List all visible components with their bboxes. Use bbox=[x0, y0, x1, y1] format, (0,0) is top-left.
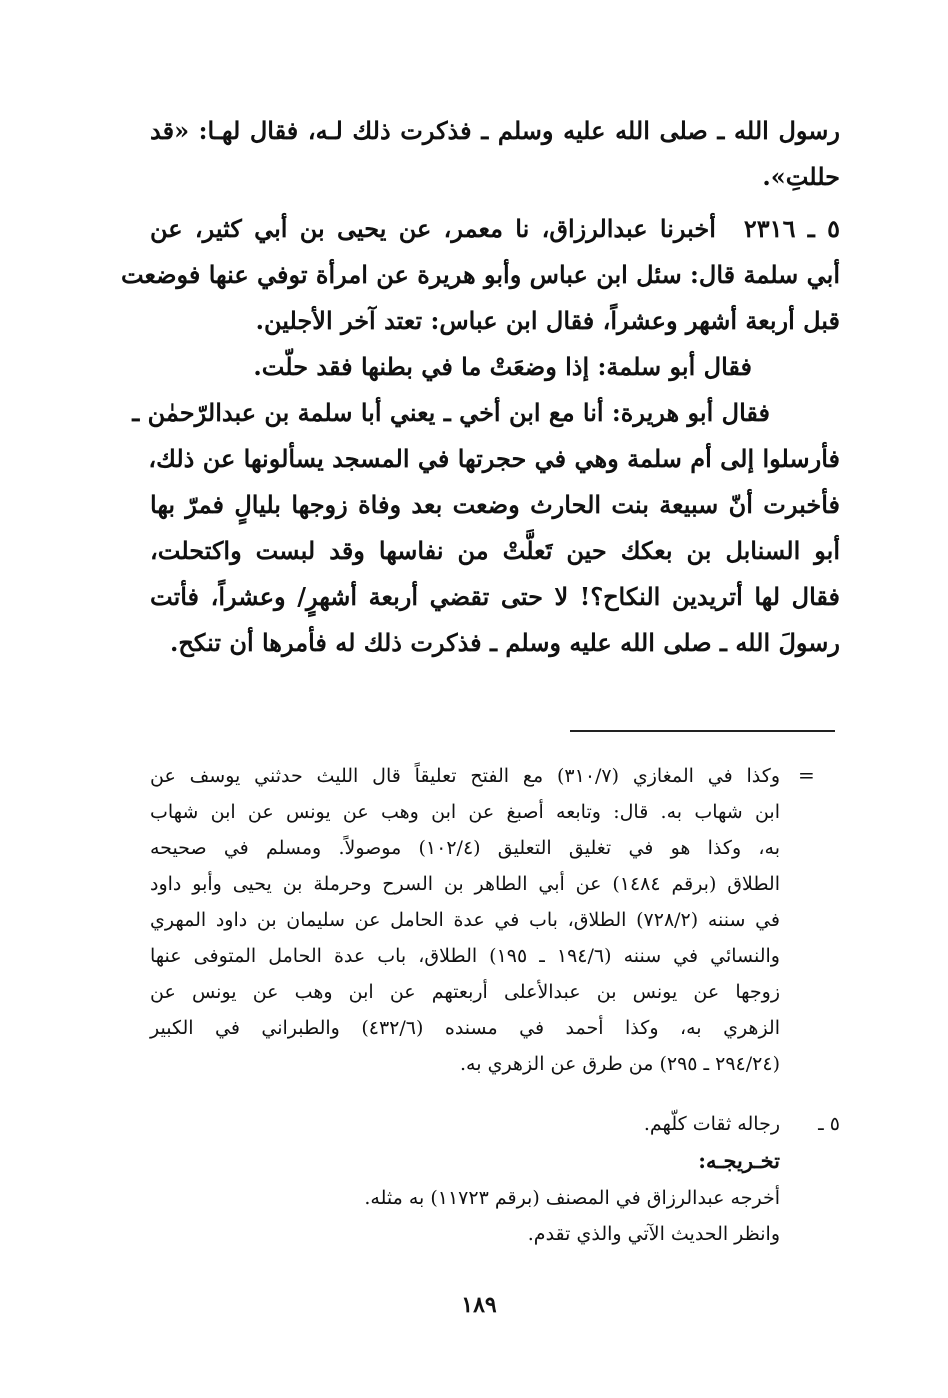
footnote-line: وكذا في المغازي (٣١٠/٧) مع الفتح تعليقاً قال الليث حدثني يوسف عن bbox=[150, 765, 780, 787]
takhrij-heading: تخـريجـه: bbox=[698, 1148, 780, 1173]
footnote-line: أخرجه عبدالرزاق في المصنف (برقم ١١٧٢٣) به مثله. bbox=[364, 1187, 780, 1209]
footnote-line: زوجها عن يونس بن عبدالأعلى أربعتهم عن ابن وهب عن يونس عن bbox=[150, 981, 780, 1003]
footnote-five-row bbox=[150, 1106, 840, 1142]
footnote-line: الزهري به، وكذا أحمد في مسنده (٤٣٢/٦) والطبراني في الكبير bbox=[150, 1017, 780, 1039]
footnote-line: والنسائي في سننه (١٩٤/٦ ـ ١٩٥) الطلاق، باب عدة الحامل المتوفى عنها bbox=[150, 945, 780, 967]
text-line: فقال أبو سلمة: إذا وضعَتْ ما في بطنها فقد حلّت. bbox=[253, 352, 752, 381]
footnote-continuation bbox=[150, 758, 780, 1082]
footnote-line: (٢٩٤/٢٤ ـ ٢٩٥) من طرق عن الزهري به. bbox=[460, 1053, 780, 1075]
footnote-separator bbox=[570, 730, 835, 732]
text-line: فأخبرت أنّ سبيعة بنت الحارث وضعت بعد وفاة زوجها بليالٍ فمرّ بها bbox=[150, 490, 840, 519]
footnote-five bbox=[150, 1106, 840, 1252]
footnote-line: ابن شهاب به. قال: وتابعه أصبغ عن ابن وهب عن يونس عن ابن شهاب bbox=[150, 801, 780, 823]
footnote-line: رجاله ثقات كلّهم. bbox=[643, 1113, 780, 1135]
text-line: فقال لها أتريدين النكاح؟! لا حتى تقضي أربعة أشهرٍ/ وعشراً، فأتت bbox=[150, 582, 840, 611]
footnote-line: به، وكذا هو في تغليق التعليق (١٠٢/٤) موصولاً. ومسلم في صحيحه bbox=[150, 837, 780, 859]
text-line: قبل أربعة أشهر وعشراً، فقال ابن عباس: تعتد آخر الأجلين. bbox=[255, 306, 840, 335]
text-line: حللتِ». bbox=[762, 162, 840, 191]
hadith-first-line bbox=[150, 206, 840, 252]
footnote-line: وانظر الحديث الآتي والذي تقدم. bbox=[527, 1223, 780, 1245]
footnote-number: ٥ ـ bbox=[818, 1113, 840, 1135]
page-number: ١٨٩ bbox=[461, 1292, 497, 1318]
text-line: رسول الله ـ صلى الله عليه وسلم ـ فذكرت ذلك لـه، فقال لهـا: «قد bbox=[150, 116, 840, 145]
text-line: فقال أبو هريرة: أنا مع ابن أخي ـ يعني أبا سلمة بن عبدالرّحمٰن ـ bbox=[132, 398, 770, 427]
footnote-line: في سننه (٧٢٨/٢) الطلاق، باب في عدة الحامل عن سليمان بن داود المهري bbox=[150, 909, 780, 931]
text-line: فأرسلوا إلى أم سلمة وهي في حجرتها في المسجد يسألونها عن ذلك، bbox=[148, 444, 840, 473]
text-line: رسولَ الله ـ صلى الله عليه وسلم ـ فذكرت ذلك له فأمرها أن تنكح. bbox=[169, 628, 840, 657]
text-line: أبو السنابل بن بعكك حين تَعلَّتْ من نفاسها وقد لبست واكتحلت، bbox=[150, 536, 840, 565]
footnote-line: الطلاق (برقم ١٤٨٤) عن أبي الطاهر بن السرح وحرملة بن يحيى وأبو داود bbox=[150, 873, 780, 895]
hadith-number: ٥ ـ ٢٣١٦ bbox=[743, 214, 840, 243]
text-line: أخبرنا عبدالرزاق، نا معمر، عن يحيى بن أبي كثير، عن bbox=[150, 214, 716, 243]
text-line: أبي سلمة قال: سئل ابن عباس وأبو هريرة عن امرأة توفي عنها فوضعت bbox=[120, 260, 840, 289]
main-text bbox=[120, 108, 840, 666]
footnote-continuation-marker: = bbox=[798, 763, 815, 787]
